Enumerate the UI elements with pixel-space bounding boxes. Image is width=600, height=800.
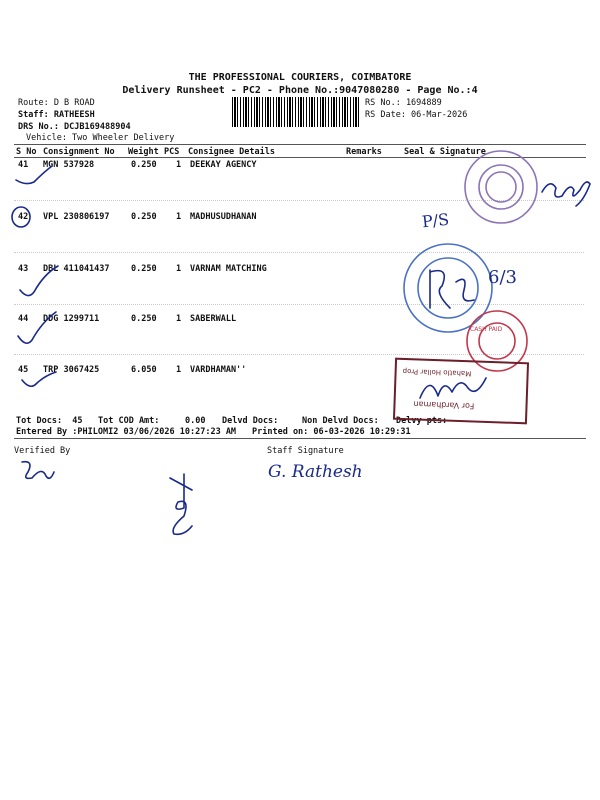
- cash-paid-stamp: CASH PAID: [470, 326, 503, 333]
- row-sno: 42: [18, 212, 29, 222]
- row-consignment: MGN 537928: [43, 160, 95, 170]
- delivery-points: Delvy pts:: [396, 416, 448, 426]
- row-consignment: TRP 3067425: [43, 365, 100, 375]
- col-seal: Seal & Signature: [404, 147, 486, 157]
- tick-row-44: [18, 312, 56, 343]
- col-pcs: PCS: [164, 147, 180, 157]
- col-sno: S No: [16, 147, 37, 157]
- row-consignee: SABERWALL: [190, 314, 237, 324]
- tick-row-41: [16, 166, 52, 184]
- row-weight: 6.050: [131, 365, 157, 375]
- row-pcs: 1: [176, 314, 182, 324]
- col-consignee: Consignee Details: [188, 147, 275, 157]
- col-weight: Weight: [128, 147, 159, 157]
- circle-row-42: [12, 207, 30, 227]
- total-docs: Tot Docs: 45: [16, 416, 83, 426]
- tick-row-45: [22, 372, 56, 386]
- entered-by: Entered By :PHILOMI2 03/06/2026 10:27:23 AM: [16, 427, 237, 437]
- doodle-signature: [162, 468, 202, 538]
- row-weight: 0.250: [131, 314, 157, 324]
- row-sno: 44: [18, 314, 29, 324]
- row-weight: 0.250: [131, 160, 157, 170]
- row-consignee: MADHUSUDHANAN: [190, 212, 257, 222]
- row-consignment: DBL 411041437: [43, 264, 110, 274]
- delivered-docs: Delvd Docs:: [222, 416, 279, 426]
- row-pcs: 1: [176, 160, 182, 170]
- row-consignment: VPL 230806197: [43, 212, 110, 222]
- stamp-top-text: Mahatlo Hollar Prop: [402, 366, 472, 378]
- row-pcs: 1: [176, 365, 182, 375]
- signature-row-41: [536, 170, 596, 210]
- non-delivered-docs: Non Delvd Docs:: [302, 416, 379, 426]
- staff-signature: G. Rathesh: [268, 462, 363, 482]
- runsheet-subtitle: Delivery Runsheet - PC2 - Phone No.:9047080280 - Page No.:4: [122, 85, 478, 96]
- printed-on: Printed on: 06-03-2026 10:29:31: [252, 427, 411, 437]
- verified-by-signature: [16, 456, 56, 486]
- tick-row-43: [20, 266, 58, 296]
- row-consignee: VARNAM MATCHING: [190, 264, 267, 274]
- row-sno: 43: [18, 264, 29, 274]
- total-cod: Tot COD Amt: 0.00: [98, 416, 206, 426]
- staff-label: Staff: RATHEESH: [18, 110, 95, 120]
- row-sno: 45: [18, 365, 29, 375]
- row-sno: 41: [18, 160, 29, 170]
- rs-date: RS Date: 06-Mar-2026: [365, 110, 468, 120]
- staff-signature-label: Staff Signature: [267, 446, 344, 456]
- row-weight: 0.250: [131, 212, 157, 222]
- rs-number: RS No.: 1694889: [365, 98, 442, 108]
- row-pcs: 1: [176, 212, 182, 222]
- drs-number: DRS No.: DCJB169488904: [18, 122, 131, 132]
- row-consignee: VARDHAMAN'': [190, 365, 247, 375]
- col-consignment: Consignment No: [43, 147, 115, 157]
- route-label: Route: D B ROAD: [18, 98, 95, 108]
- round-stamp-violet: [456, 142, 546, 232]
- row-weight: 0.250: [131, 264, 157, 274]
- signature-row-45: [413, 368, 494, 411]
- handwritten-date: 6/3: [488, 267, 517, 288]
- handwritten-pls: P/S: [421, 209, 450, 232]
- row-consignee: DEEKAY AGENCY: [190, 160, 257, 170]
- stamp-bottom-text: For Vardhaman: [413, 399, 475, 411]
- row-pcs: 1: [176, 264, 182, 274]
- company-title: THE PROFESSIONAL COURIERS, COIMBATORE: [188, 72, 412, 83]
- verified-by-label: Verified By: [14, 446, 71, 456]
- col-remarks: Remarks: [346, 147, 382, 157]
- vehicle-label: Vehicle: Two Wheeler Delivery: [26, 133, 175, 143]
- row-consignment: DDG 1299711: [43, 314, 100, 324]
